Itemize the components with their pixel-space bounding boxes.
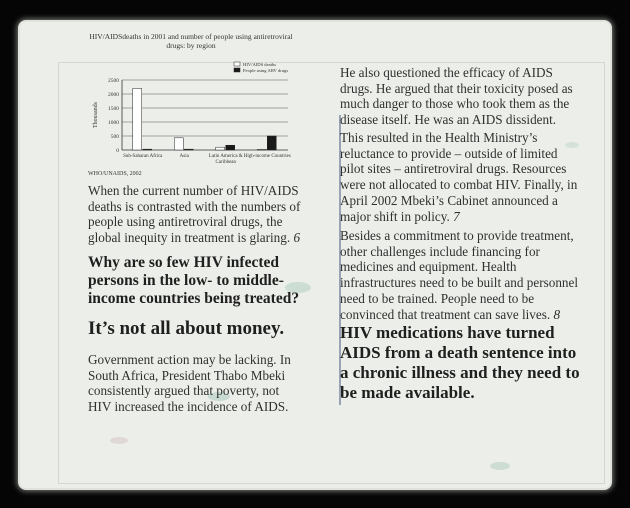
- y-tick-label: 0: [116, 148, 119, 154]
- bar-deaths: [216, 147, 225, 150]
- x-tick-label: Sub-Saharan Africa: [123, 154, 163, 159]
- y-tick-label: 1500: [108, 106, 119, 112]
- legend-swatch: [234, 68, 240, 72]
- paper-fleck: [110, 437, 128, 444]
- legend-label: HIV/AIDS deaths: [243, 62, 277, 67]
- bar-deaths: [257, 149, 266, 150]
- y-tick-label: 2500: [108, 78, 119, 84]
- bar-arv: [184, 149, 193, 150]
- paragraph-text: This resulted in the Health Ministry’s reluctance to provide – outside of limited pilot sites – antiretroviral drugs. Resources were not allocated to combat HIV. Finally, in April 2002 Mbeki’s Cabinet announced a major shift in policy.: [340, 130, 578, 224]
- bar-arv: [143, 149, 152, 150]
- chart-title: HIV/AIDSdeaths in 2001 and number of people using antiretroviral drugs: by region: [89, 32, 293, 50]
- y-axis-label: Thousands: [93, 102, 99, 128]
- footnote-marker: 8: [553, 306, 561, 322]
- bar-arv: [226, 145, 235, 150]
- chart-source: WHO/UNAIDS, 2002: [88, 171, 142, 177]
- question-heading: Why are so few HIV infected persons in the low- to middle-income countries being treated?: [88, 254, 300, 307]
- x-tick-label: Asia: [179, 154, 189, 159]
- footnote-marker: 6: [293, 230, 301, 246]
- bar-deaths: [133, 88, 142, 150]
- x-tick-label: Caribbean: [215, 160, 237, 165]
- right-paragraph-3: [340, 228, 580, 322]
- section-headline: It’s not all about money.: [88, 318, 285, 339]
- chart-plot: [88, 32, 294, 170]
- bar-arv: [267, 136, 276, 150]
- paper-fleck: [490, 462, 510, 470]
- footnote-marker: 7: [453, 208, 460, 224]
- legend-label: People using ARV drugs: [243, 68, 289, 73]
- paragraph-text: Besides a commitment to provide treatment, other challenges include financing for medicines and equipment. Health infrastructures need to be built and personnel need to be trained. People need to be convinced that treatment can save lives.: [340, 228, 579, 322]
- left-paragraph-1: [88, 183, 303, 246]
- y-tick-label: 500: [110, 134, 119, 140]
- closing-statement: HIV medications have turned AIDS from a death sentence into a chronic illness and they need to be made available.: [340, 323, 580, 402]
- x-tick-label: High-income Countries: [243, 154, 291, 159]
- paragraph-text: When the current number of HIV/AIDS deaths is contrasted with the numbers of people using antiretroviral drugs, the global inequity in treatment is glaring.: [88, 183, 301, 246]
- left-paragraph-2: Government action may be lacking. In South Africa, President Thabo Mbeki consistently argued that poverty, not HIV increased the incidence of AIDS.: [88, 352, 291, 415]
- y-tick-label: 2000: [108, 92, 119, 98]
- right-paragraph-2: [340, 130, 580, 224]
- chart: [88, 32, 294, 180]
- bar-deaths: [174, 138, 183, 150]
- y-tick-label: 1000: [108, 120, 119, 126]
- right-paragraph-1: He also questioned the efficacy of AIDS drugs. He argued that their toxicity posed as much danger to those who took them as the disease itself. He was an AIDS dissident.: [340, 65, 573, 128]
- x-tick-label: Latin America &: [208, 154, 243, 159]
- legend-swatch: [234, 62, 240, 66]
